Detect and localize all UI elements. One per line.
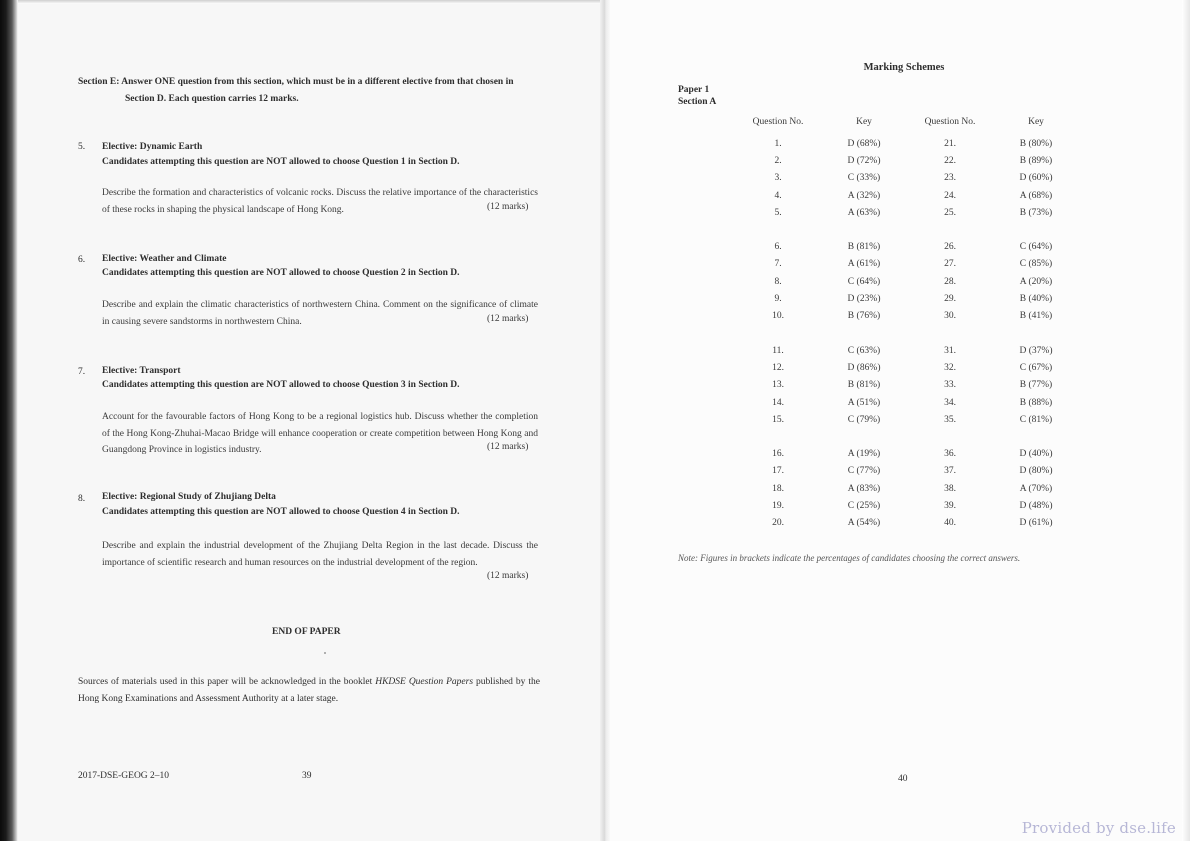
header-key: Key bbox=[856, 117, 872, 127]
question-marks: (12 marks) bbox=[487, 314, 529, 324]
key-cell: A (63%) bbox=[847, 207, 881, 218]
key-cell: A (68%) bbox=[1019, 190, 1053, 201]
table-row bbox=[742, 290, 1086, 307]
group-spacer bbox=[742, 325, 1086, 342]
top-edge bbox=[18, 0, 608, 4]
question-no-cell: 34. bbox=[944, 397, 956, 408]
group-spacer bbox=[742, 221, 1086, 238]
binding-shadow bbox=[0, 0, 18, 841]
table-row bbox=[742, 135, 1086, 152]
question-body: Describe and explain the climatic characteristics of northwestern China. Comment on the significance of climate in causing severe sandstorms in northwestern China. bbox=[102, 300, 538, 327]
header-question-no: Question No. bbox=[752, 117, 804, 127]
question-no-cell: 13. bbox=[772, 380, 784, 391]
question-marks: (12 marks) bbox=[487, 202, 529, 212]
question-no-cell: 7. bbox=[774, 259, 782, 270]
key-cell: D (86%) bbox=[847, 362, 881, 373]
question-no-cell: 37. bbox=[944, 466, 956, 477]
question-no-cell: 27. bbox=[944, 259, 956, 270]
right-edge-shadow bbox=[1182, 0, 1190, 841]
table-row bbox=[742, 359, 1086, 376]
header-question-no-2: Question No. bbox=[924, 117, 976, 127]
question-no-cell: 4. bbox=[774, 190, 782, 201]
question-marks: (12 marks) bbox=[487, 571, 529, 581]
question-no-cell: 6. bbox=[774, 242, 782, 253]
paper-label: Paper 1 bbox=[678, 85, 710, 95]
key-cell: A (70%) bbox=[1019, 483, 1053, 494]
key-cell: B (80%) bbox=[1019, 138, 1053, 149]
question-no-cell: 17. bbox=[772, 466, 784, 477]
question-title: Elective: Regional Study of Zhujiang Delta bbox=[102, 492, 276, 502]
paper-code: 2017-DSE-GEOG 2–10 bbox=[78, 771, 170, 781]
marking-schemes-title: Marking Schemes bbox=[863, 62, 945, 73]
key-cell: C (67%) bbox=[1019, 362, 1053, 373]
question-no-cell: 36. bbox=[944, 449, 956, 460]
key-cell: B (77%) bbox=[1019, 380, 1053, 391]
question-body: Describe and explain the industrial development of the Zhujiang Delta Region in the last decade. Discuss the importance of scientific research and human resources on the industrial development of the region. bbox=[102, 541, 538, 568]
question-no-cell: 3. bbox=[774, 173, 782, 184]
question-no-cell: 20. bbox=[772, 518, 784, 529]
question-no-cell: 35. bbox=[944, 414, 956, 425]
question-restriction: Candidates attempting this question are NOT allowed to choose Question 1 in Section D. bbox=[102, 157, 460, 167]
question-no-cell: 25. bbox=[944, 207, 956, 218]
key-cell: B (40%) bbox=[1019, 294, 1053, 305]
table-row bbox=[742, 152, 1086, 169]
group-spacer-cell bbox=[742, 221, 1086, 238]
sources-note bbox=[78, 674, 540, 707]
question-no-cell: 33. bbox=[944, 380, 956, 391]
key-cell: C (79%) bbox=[847, 414, 881, 425]
key-cell: C (25%) bbox=[847, 500, 881, 511]
key-cell: C (63%) bbox=[847, 345, 881, 356]
key-cell: A (83%) bbox=[847, 483, 881, 494]
group-spacer-cell bbox=[742, 428, 1086, 445]
header-key-2: Key bbox=[1028, 117, 1044, 127]
key-cell: B (41%) bbox=[1019, 311, 1053, 322]
question-no-cell: 28. bbox=[944, 276, 956, 287]
question-no-cell: 10. bbox=[772, 311, 784, 322]
question-no-cell: 8. bbox=[774, 276, 782, 287]
question-no-cell: 12. bbox=[772, 362, 784, 373]
table-row bbox=[742, 480, 1086, 497]
question-restriction: Candidates attempting this question are NOT allowed to choose Question 4 in Section D. bbox=[102, 507, 460, 517]
sources-suffix: published by the Hong Kong Examinations and Assessment Authority at a later stage. bbox=[78, 677, 540, 704]
question-no-cell: 40. bbox=[944, 518, 956, 529]
table-note: Note: Figures in brackets indicate the percentages of candidates choosing the correct answers. bbox=[678, 553, 1021, 563]
table-row bbox=[742, 377, 1086, 394]
table-row bbox=[742, 394, 1086, 411]
key-cell: B (73%) bbox=[1019, 207, 1053, 218]
question-no-cell: 15. bbox=[772, 414, 784, 425]
question-no-cell: 29. bbox=[944, 294, 956, 305]
key-cell: A (19%) bbox=[847, 449, 881, 460]
key-cell: D (48%) bbox=[1019, 500, 1053, 511]
table-row bbox=[742, 463, 1086, 480]
table-row bbox=[742, 411, 1086, 428]
key-cell: D (61%) bbox=[1019, 518, 1053, 529]
group-spacer-cell bbox=[742, 325, 1086, 342]
key-cell: D (60%) bbox=[1019, 173, 1053, 184]
key-cell: A (20%) bbox=[1019, 276, 1053, 287]
key-cell: D (68%) bbox=[847, 138, 881, 149]
question-no-cell: 5. bbox=[774, 207, 782, 218]
question-no-cell: 2. bbox=[774, 155, 782, 166]
question-number: 5. bbox=[78, 142, 86, 152]
key-cell: C (33%) bbox=[847, 173, 881, 184]
table-row bbox=[742, 497, 1086, 514]
question-no-cell: 24. bbox=[944, 190, 956, 201]
question-restriction: Candidates attempting this question are NOT allowed to choose Question 2 in Section D. bbox=[102, 268, 460, 278]
question-no-cell: 26. bbox=[944, 242, 956, 253]
table-row bbox=[742, 204, 1086, 221]
key-cell: B (89%) bbox=[1019, 155, 1053, 166]
page-number-right: 40 bbox=[898, 774, 908, 784]
table-row bbox=[742, 273, 1086, 290]
question-no-cell: 23. bbox=[944, 173, 956, 184]
key-cell: D (80%) bbox=[1019, 466, 1053, 477]
question-title: Elective: Weather and Climate bbox=[102, 254, 227, 264]
table-header-row bbox=[742, 117, 1086, 135]
key-cell: C (81%) bbox=[1019, 414, 1053, 425]
answer-key-table bbox=[742, 117, 1086, 532]
question-no-cell: 14. bbox=[772, 397, 784, 408]
key-cell: C (64%) bbox=[1019, 242, 1053, 253]
question-number: 6. bbox=[78, 255, 86, 265]
key-cell: B (76%) bbox=[847, 311, 881, 322]
question-no-cell: 39. bbox=[944, 500, 956, 511]
question-no-cell: 16. bbox=[772, 449, 784, 460]
question-no-cell: 9. bbox=[774, 294, 782, 305]
question-no-cell: 30. bbox=[944, 311, 956, 322]
table-row bbox=[742, 308, 1086, 325]
question-no-cell: 18. bbox=[772, 483, 784, 494]
table-row bbox=[742, 515, 1086, 532]
question-no-cell: 32. bbox=[944, 362, 956, 373]
page-number-left: 39 bbox=[302, 771, 312, 781]
key-cell: C (85%) bbox=[1019, 259, 1053, 270]
question-no-cell: 21. bbox=[944, 138, 956, 149]
question-title: Elective: Dynamic Earth bbox=[102, 142, 203, 152]
page-gutter bbox=[600, 0, 610, 841]
key-cell: D (37%) bbox=[1019, 345, 1053, 356]
table-row bbox=[742, 170, 1086, 187]
key-cell: B (81%) bbox=[847, 242, 881, 253]
section-e-heading-line1: Section E: Answer ONE question from this section, which must be in a different elective from that chosen in bbox=[78, 77, 514, 87]
sources-prefix: Sources of materials used in this paper will be acknowledged in the booklet bbox=[78, 677, 376, 687]
question-body: Describe the formation and characteristics of volcanic rocks. Discuss the relative importance of the characteristics of these rocks in shaping the physical landscape of Hong Kong. bbox=[102, 188, 538, 215]
watermark: Provided by dse.life bbox=[1021, 819, 1176, 837]
question-marks: (12 marks) bbox=[487, 442, 529, 452]
key-cell: D (40%) bbox=[1019, 449, 1053, 460]
key-cell: D (23%) bbox=[847, 294, 881, 305]
section-label: Section A bbox=[678, 97, 717, 107]
question-no-cell: 19. bbox=[772, 500, 784, 511]
question-body: Account for the favourable factors of Hong Kong to be a regional logistics hub. Discuss whether the completion of the Hong Kong-Zhuhai-Macao Bridge will enhance cooperation or create competition between Hong Kong and Guangdong Province in logistics industry. bbox=[102, 412, 538, 455]
question-title: Elective: Transport bbox=[102, 366, 181, 376]
booklet-title: HKDSE Question Papers bbox=[375, 677, 474, 687]
scan-speck bbox=[324, 652, 326, 654]
question-no-cell: 22. bbox=[944, 155, 956, 166]
question-number: 7. bbox=[78, 367, 86, 377]
table-row bbox=[742, 238, 1086, 255]
end-of-paper: END OF PAPER bbox=[272, 627, 341, 637]
key-cell: A (32%) bbox=[847, 190, 881, 201]
table-row bbox=[742, 342, 1086, 359]
section-e-heading-line2: Section D. Each question carries 12 marks. bbox=[125, 94, 299, 104]
key-cell: B (88%) bbox=[1019, 397, 1053, 408]
key-cell: A (54%) bbox=[847, 518, 881, 529]
question-no-cell: 38. bbox=[944, 483, 956, 494]
key-cell: B (81%) bbox=[847, 380, 881, 391]
table-row bbox=[742, 256, 1086, 273]
key-cell: D (72%) bbox=[847, 155, 881, 166]
group-spacer bbox=[742, 428, 1086, 445]
question-no-cell: 11. bbox=[772, 345, 784, 356]
question-number: 8. bbox=[78, 494, 86, 504]
table-row bbox=[742, 445, 1086, 462]
question-no-cell: 31. bbox=[944, 345, 956, 356]
key-cell: A (51%) bbox=[847, 397, 881, 408]
question-no-cell: 1. bbox=[774, 138, 782, 149]
key-cell: A (61%) bbox=[847, 259, 881, 270]
question-restriction: Candidates attempting this question are NOT allowed to choose Question 3 in Section D. bbox=[102, 380, 460, 390]
key-cell: C (77%) bbox=[847, 466, 881, 477]
key-cell: C (64%) bbox=[847, 276, 881, 287]
table-row bbox=[742, 187, 1086, 204]
answer-key-body bbox=[742, 135, 1086, 532]
